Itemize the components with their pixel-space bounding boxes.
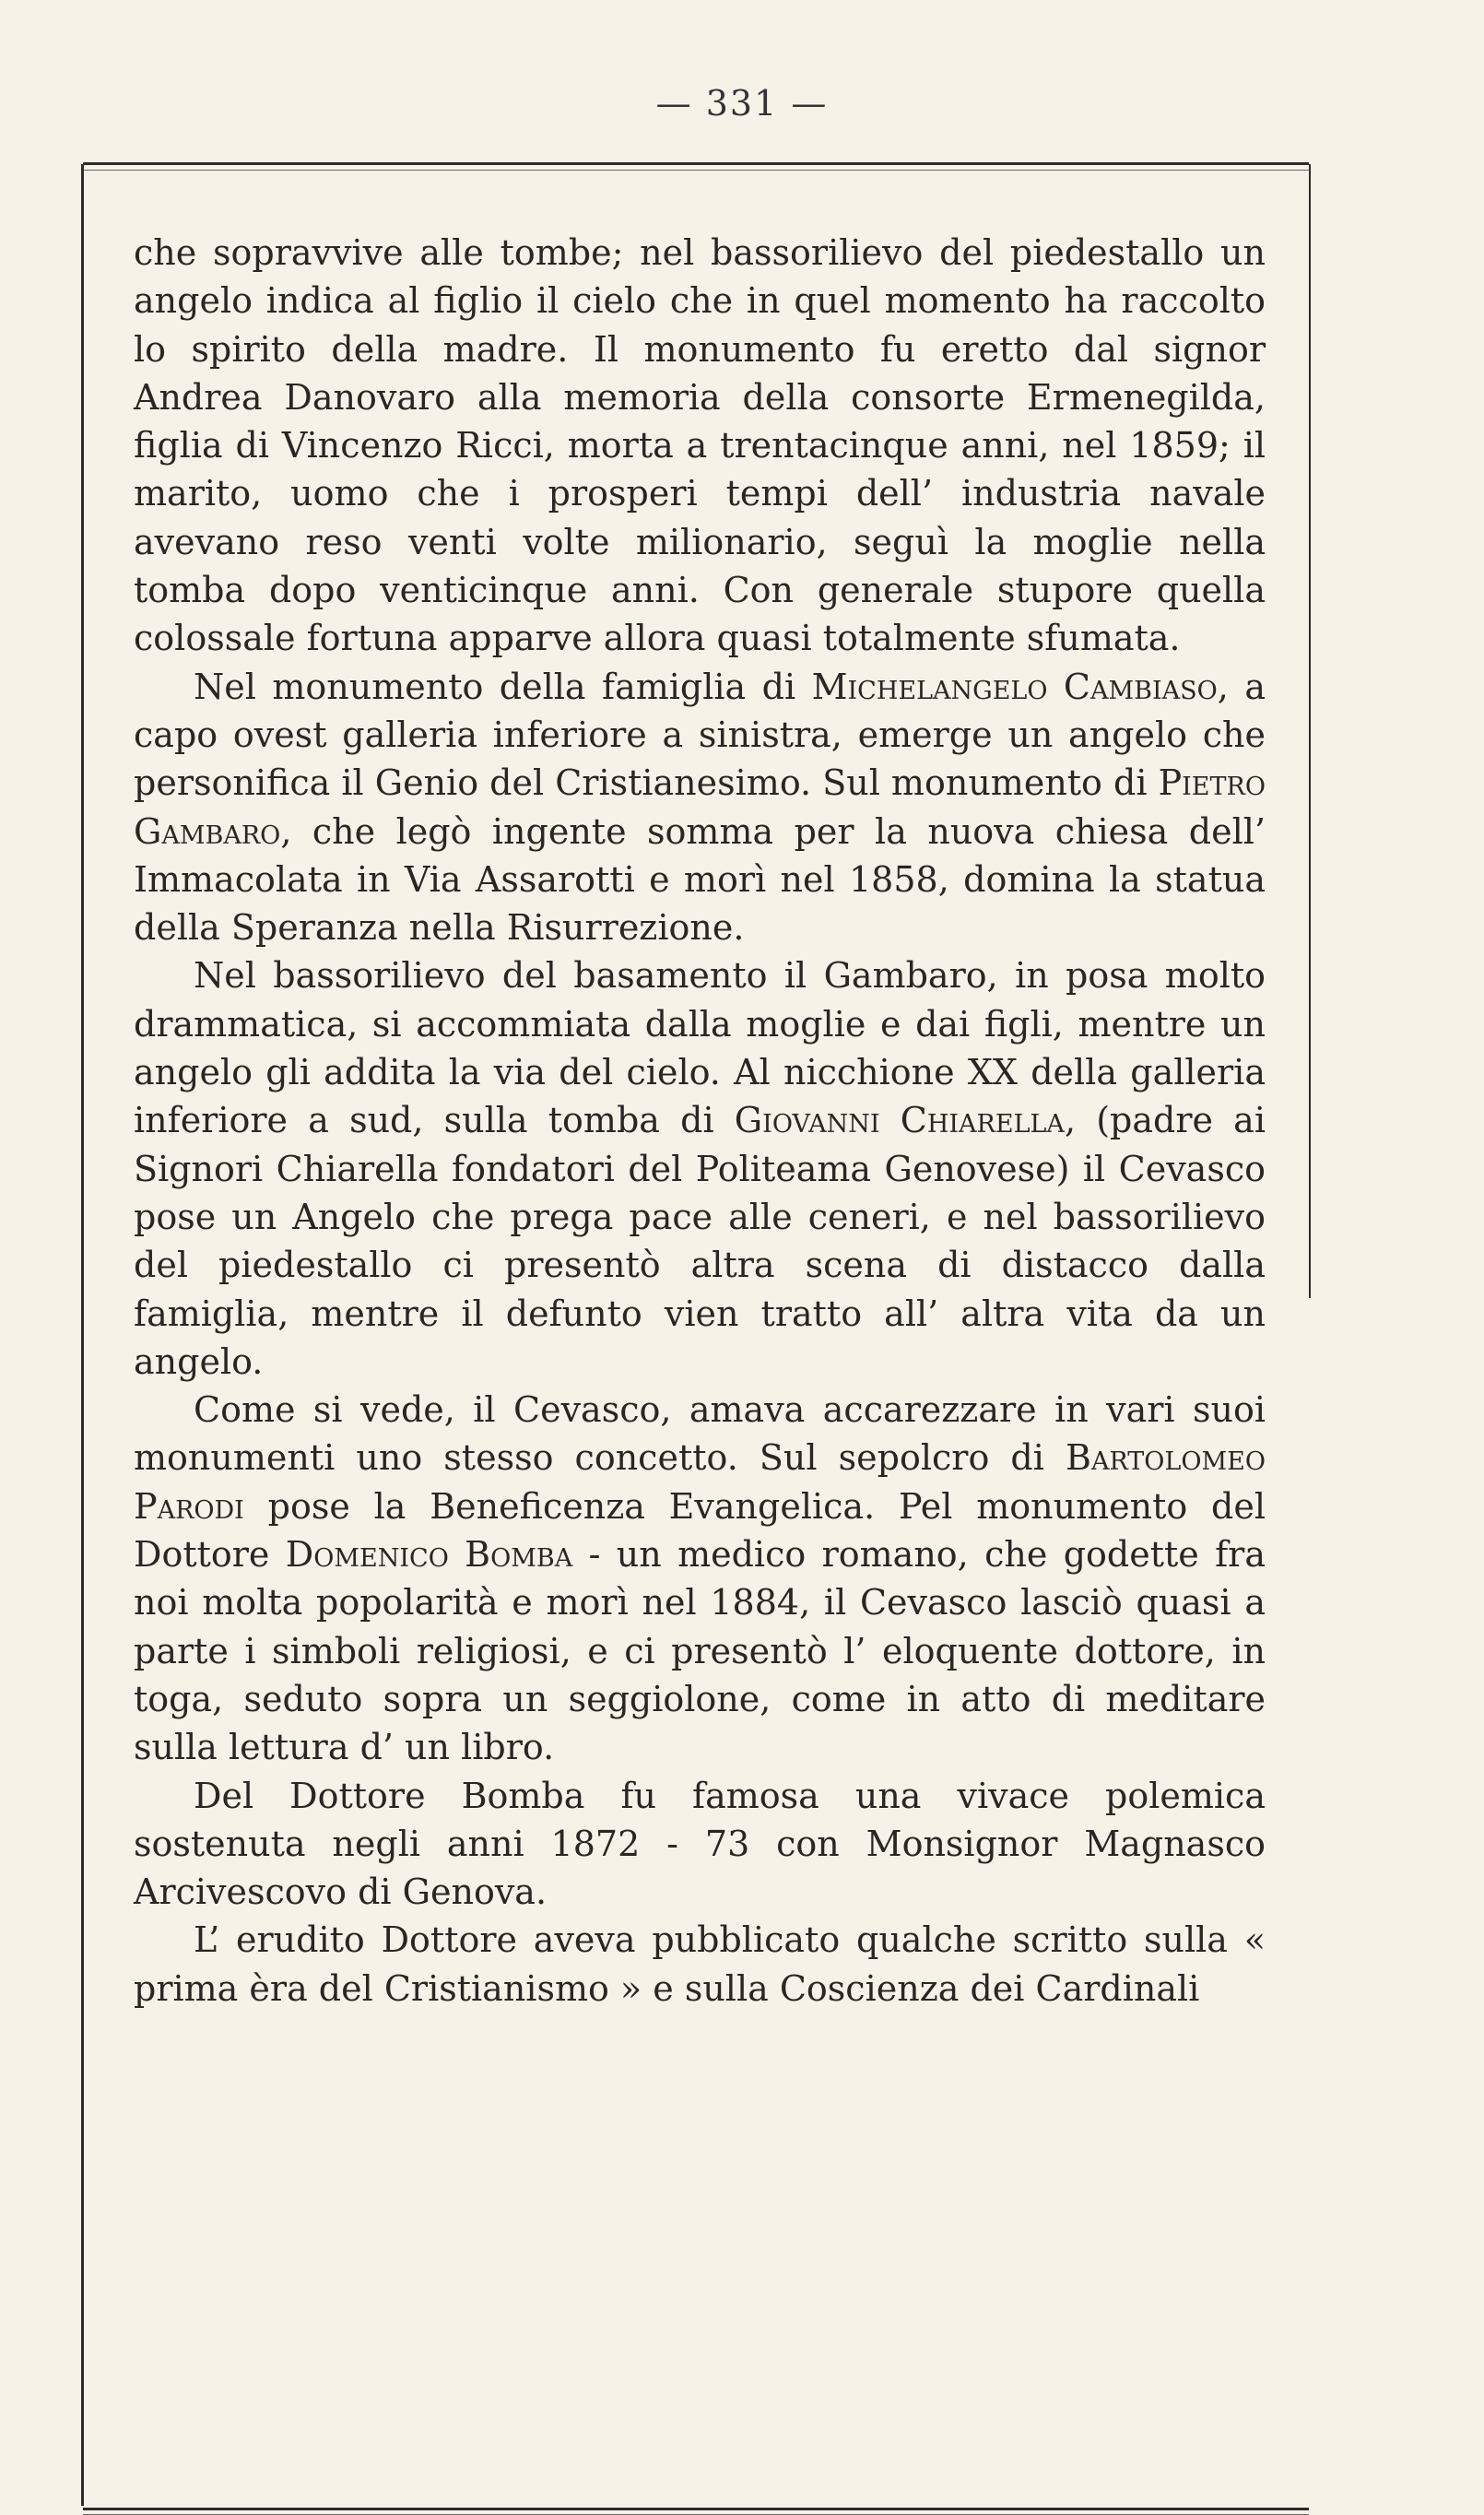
text-run: Come si vede, il Cevasco, amava accarezzare in vari suoi monumenti uno stesso concetto. Sul sepolcro di: [134, 1389, 1266, 1479]
frame-right-rule: [1309, 164, 1311, 1298]
person-name: Pietro Gambaro: [134, 762, 1266, 852]
person-name: Bartolomeo Parodi: [134, 1437, 1266, 1527]
frame-left-rule: [81, 164, 84, 2506]
frame-top-rule-thin: [83, 170, 1309, 171]
text-run: Del Dottore Bomba fu famosa una vivace polemica sostenuta negli anni 1872 - 73 con Monsignor Magnasco Arcivescovo di Genova.: [134, 1775, 1266, 1913]
paragraph: [134, 1772, 1266, 1917]
frame-bottom-rule: [83, 2508, 1309, 2510]
paragraph: [134, 1386, 1266, 1771]
paragraph: [134, 229, 1266, 663]
person-name: Michelangelo Cambiaso: [811, 666, 1218, 707]
frame-top-rule: [83, 162, 1309, 165]
text-run: pose la Beneficenza Evangelica. Pel monumento del Dottore: [134, 1485, 1266, 1576]
text-run: Nel bassorilievo del basamento il Gambaro, in posa molto drammatica, si accommiata dalla moglie e dai figli, mentre un angelo gli addita la via del cielo. Al nicchione XX della galleria inferiore a sud, sulla tomba di: [134, 955, 1266, 1141]
person-name: Domenico Bomba: [285, 1534, 573, 1576]
paragraph: [134, 1916, 1266, 2013]
body-text: [134, 229, 1266, 2013]
text-run: , a capo ovest galleria inferiore a sinistra, emerge un angelo che personifica il Genio del Cristianesimo. Sul monumento di: [134, 666, 1266, 804]
text-run: che sopravvive alle tombe; nel bassorilievo del piedestallo un angelo indica al figlio il cielo che in quel momento ha raccolto lo spirito della madre. Il monumento fu eretto dal signor Andrea Danovaro alla memoria della consorte Ermenegilda, figlia di Vincenzo Ricci, morta a trentacinque anni, nel 1859; il marito, uomo che i prosperi tempi dell’ industria navale avevano reso venti volte milionario, seguì la moglie nella tomba dopo venticinque anni. Con generale stupore quella colossale fortuna apparve allora quasi totalmente sfumata.: [134, 232, 1266, 659]
page-number: — 331 —: [655, 83, 829, 124]
text-run: Nel monumento della famiglia di: [194, 666, 812, 707]
paragraph: [134, 951, 1266, 1386]
text-run: , (padre ai Signori Chiarella fondatori del Politeama Genovese) il Cevasco pose un Angelo che prega pace alle ceneri, e nel bassorilievo del piedestallo ci presentò altra scena di distacco dalla famiglia, mentre il defunto vien tratto all’ altra vita da un angelo.: [134, 1100, 1266, 1382]
paragraph: [134, 663, 1266, 952]
text-run: - un medico romano, che godette fra noi molta popolarità e morì nel 1884, il Cevasco lasciò quasi a parte i simboli religiosi, e ci presentò l’ eloquente dottore, in toga, seduto sopra un seggiolone, come in atto di meditare sulla lettura d’ un libro.: [134, 1534, 1266, 1768]
person-name: Giovanni Chiarella: [734, 1100, 1065, 1141]
text-run: , che legò ingente somma per la nuova chiesa dell’ Immacolata in Via Assarotti e morì nel 1858, domina la statua della Speranza nella Risurrezione.: [134, 810, 1266, 949]
text-run: L’ erudito Dottore aveva pubblicato qualche scritto sulla « prima èra del Cristianismo » e sulla Coscienza dei Cardinali: [134, 1919, 1266, 2009]
